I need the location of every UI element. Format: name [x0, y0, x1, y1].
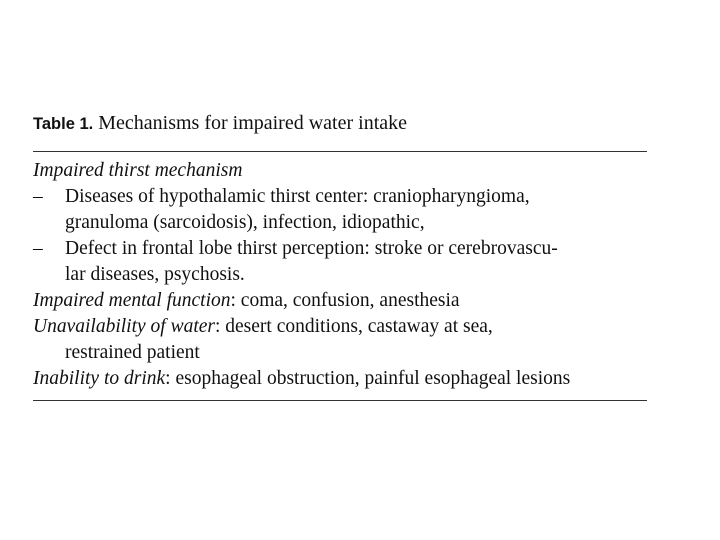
bottom-rule [33, 400, 647, 401]
row-impaired-mental [33, 288, 647, 314]
list-item-text: Defect in frontal lobe thirst perception: stroke or cerebrovascu- [65, 238, 558, 259]
row-inability-drink [33, 366, 647, 392]
list-item [33, 236, 647, 262]
table-title [33, 110, 647, 138]
table-caption: Mechanisms for impaired water intake [98, 112, 407, 134]
table-1 [33, 110, 647, 401]
row-text: : desert conditions, castaway at sea, [214, 316, 493, 337]
heading-inability-drink: Inability to drink [33, 368, 166, 389]
list-item-continuation: lar diseases, psychosis. [65, 264, 245, 285]
heading-impaired-thirst: Impaired thirst mechanism [33, 160, 243, 181]
row-text: : coma, confusion, anesthesia [230, 290, 460, 311]
table-label: Table 1. [33, 115, 94, 133]
dash-marker: – [33, 186, 43, 207]
list-item-continuation: granuloma (sarcoidosis), infection, idiopathic, [65, 212, 425, 233]
list-item [33, 184, 647, 210]
row-text: : esophageal obstruction, painful esophageal lesions [165, 368, 571, 389]
dash-marker: – [33, 238, 43, 259]
heading-unavailability-water: Unavailability of water [33, 316, 215, 337]
list-item-text: Diseases of hypothalamic thirst center: craniopharyngioma, [65, 186, 530, 207]
row-unavailability-water [33, 314, 647, 340]
heading-impaired-mental: Impaired mental function [33, 290, 231, 311]
table-body [33, 152, 647, 392]
row-continuation: restrained patient [65, 342, 200, 363]
